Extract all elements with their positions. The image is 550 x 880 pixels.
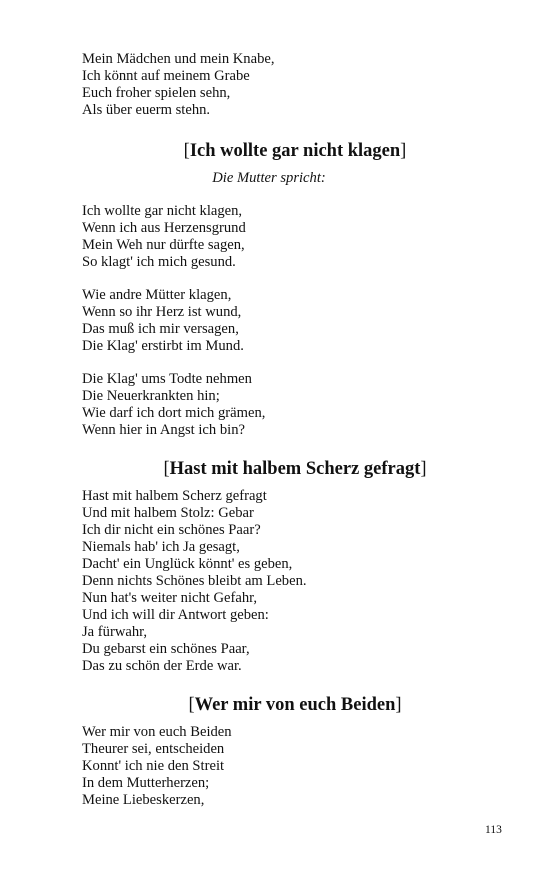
poem-line: Ich dir nicht ein schönes Paar? — [82, 522, 261, 538]
poem-line: Das zu schön der Erde war. — [82, 658, 242, 674]
poem-line: Wenn hier in Angst ich bin? — [82, 422, 245, 438]
poem-line: Wer mir von euch Beiden — [82, 724, 232, 740]
page-number: 113 — [485, 824, 502, 836]
poem-title: [Ich wollte gar nicht klagen] — [183, 141, 407, 161]
poem-line: Ich wollte gar nicht klagen, — [82, 203, 243, 219]
poem-line: Ich könnt auf meinem Grabe — [82, 68, 250, 84]
poem-title-text: Ich wollte gar nicht klagen — [189, 141, 401, 161]
poem-title-text: Wer mir von euch Beiden — [194, 695, 396, 715]
poem-title: [Wer mir von euch Beiden] — [188, 695, 402, 715]
poem-line: Als über euerm stehn. — [82, 102, 211, 118]
poem-line: Die Neuerkrankten hin; — [82, 388, 220, 404]
poem-line: Denn nichts Schönes bleibt am Leben. — [82, 573, 307, 589]
poem-line: Wie andre Mütter klagen, — [82, 287, 232, 303]
poem-line: Mein Mädchen und mein Knabe, — [82, 51, 275, 67]
poem-line: Die Klag' erstirbt im Mund. — [82, 338, 244, 354]
poem-line: Euch froher spielen sehn, — [82, 85, 231, 101]
poem-line: Wenn ich aus Herzensgrund — [82, 220, 246, 236]
poem-line: Niemals hab' ich Ja gesagt, — [82, 539, 240, 555]
poem-line: Theurer sei, entscheiden — [82, 741, 225, 757]
poem-line: Wie darf ich dort mich grämen, — [82, 405, 266, 421]
poem-line: In dem Mutterherzen; — [82, 775, 210, 791]
poem-line: Und ich will dir Antwort geben: — [82, 607, 269, 623]
poem-line: So klagt' ich mich gesund. — [82, 254, 236, 270]
poem-line: Und mit halbem Stolz: Gebar — [82, 505, 254, 521]
poem-line: Ja fürwahr, — [82, 624, 148, 640]
poem-line: Die Klag' ums Todte nehmen — [82, 371, 252, 387]
poem-line: Das muß ich mir versagen, — [82, 321, 239, 337]
poem-line: Dacht' ein Unglück könnt' es geben, — [82, 556, 293, 572]
poem-line: Meine Liebeskerzen, — [82, 792, 205, 808]
poem-line: Du gebarst ein schönes Paar, — [82, 641, 250, 657]
poem-title: [Hast mit halbem Scherz gefragt] — [163, 459, 427, 479]
poem-line: Mein Weh nur dürfte sagen, — [82, 237, 245, 253]
poem-line: Nun hat's weiter nicht Gefahr, — [82, 590, 258, 606]
poem-line: Hast mit halbem Scherz gefragt — [82, 488, 267, 504]
poem-subtitle: Die Mutter spricht: — [212, 170, 326, 186]
poem-line: Konnt' ich nie den Streit — [82, 758, 225, 774]
poem-line: Wenn so ihr Herz ist wund, — [82, 304, 242, 320]
poem-title-text: Hast mit halbem Scherz gefragt — [169, 459, 421, 479]
